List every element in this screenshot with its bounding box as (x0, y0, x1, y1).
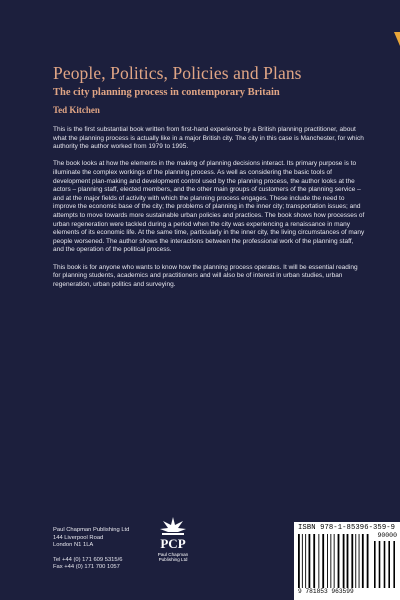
logo-letters: PCP (160, 536, 186, 551)
book-author: Ted Kitchen (53, 105, 100, 115)
logo-caption-line: Publishing Ltd (158, 557, 188, 562)
barcode-addon: 90000 (377, 532, 397, 539)
logo-caption (148, 552, 198, 562)
logo-caption-line: Paul Chapman (157, 552, 189, 557)
book-subtitle: The city planning process in contemporary Britain (53, 87, 280, 98)
publisher-tel: Tel +44 (0) 171 609 5315/6 (53, 556, 123, 563)
barcode-addon-icon (374, 541, 397, 588)
pcp-logo-icon (153, 515, 193, 575)
address-line: London N1 1LA (53, 542, 94, 548)
corner-accent (394, 32, 400, 46)
publisher-fax: Fax +44 (0) 171 700 1057 (53, 564, 120, 570)
publisher-address (53, 527, 129, 572)
publisher-name: Paul Chapman Publishing Ltd (53, 527, 130, 533)
isbn-text: ISBN 978-1-85396-359-9 (298, 524, 396, 532)
barcode-icon (298, 534, 372, 588)
book-title: People, Politics, Policies and Plans (53, 63, 302, 83)
blurb-paragraph: This is the first substantial book written from first-hand experience by a British planning practitioner, about what the planning process is actually like in a major British city. The city in this case is Manchester, for which authority the author worked from 1979 to 1995. (53, 126, 364, 151)
blurb-paragraph: The book looks at how the elements in the making of planning decisions interact. Its primary purpose is to illuminate the complex workings of the planning process. As well as considering the basic tools of development plan-making and development control used by the planning process, the author looks at the actors – planning staff, elected members, and the other main groups of customers of the planning service – and at the major fields of activity with which the planning process engages. These include the need to improve the economic base of the city; the problems of planning in the inner city; transportation issues; and attempts to move towards more sustainable urban policies and practices. The book shows how processes of urban regeneration were tackled during a period when the city was experiencing a renaissance in many elements of its economic life. At the same time, particularly in the inner city, the living circumstances of many people worsened. The author shows the interactions between the professional work of the planning staff, and the operation of the political process. (53, 160, 365, 254)
barcode-number: 9 781853 963599 (298, 588, 354, 595)
address-line: 144 Liverpool Road (53, 534, 104, 541)
blurb-paragraph: This book is for anyone who wants to know how the planning process operates. It will be essential reading for planning students, academics and practitioners and will also be of interest in urban studies, urban regeneration, urban politics and surveying. (53, 263, 358, 288)
barcode-panel (294, 522, 400, 600)
blurb (53, 126, 365, 298)
